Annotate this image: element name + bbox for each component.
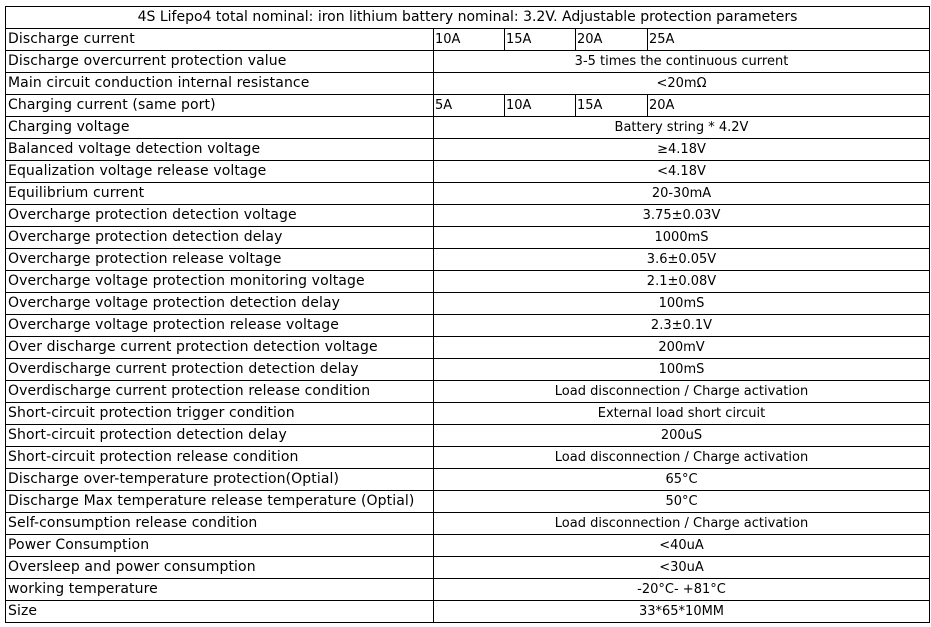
parameter-label: Equilibrium current <box>6 183 434 205</box>
parameter-value: <4.18V <box>434 161 930 183</box>
parameter-label: Oversleep and power consumption <box>6 557 434 579</box>
parameter-label: Short-circuit protection detection delay <box>6 425 434 447</box>
table-row <box>6 183 930 205</box>
table-row <box>6 227 930 249</box>
parameter-value: -20°C- +81°C <box>434 579 930 601</box>
parameter-label: Overcharge voltage protection detection delay <box>6 293 434 315</box>
parameter-value: Load disconnection / Charge activation <box>434 447 930 469</box>
table-row <box>6 95 930 117</box>
option-cell: 25A <box>648 29 930 51</box>
table-row <box>6 315 930 337</box>
parameter-value: <20mΩ <box>434 73 930 95</box>
table-row <box>6 73 930 95</box>
table-row <box>6 557 930 579</box>
parameter-label: Overcharge protection detection delay <box>6 227 434 249</box>
parameter-value: 65°C <box>434 469 930 491</box>
parameter-label: Overdischarge current protection detection delay <box>6 359 434 381</box>
parameter-label: Discharge current <box>6 29 434 51</box>
parameter-label: Overdischarge current protection release condition <box>6 381 434 403</box>
parameter-label: Equalization voltage release voltage <box>6 161 434 183</box>
table-row <box>6 139 930 161</box>
parameter-label: Discharge over-temperature protection(Optial) <box>6 469 434 491</box>
parameter-value: 3.6±0.05V <box>434 249 930 271</box>
table-row <box>6 29 930 51</box>
parameter-label: Balanced voltage detection voltage <box>6 139 434 161</box>
option-cell: 20A <box>576 29 648 51</box>
table-row <box>6 359 930 381</box>
parameter-value: 20-30mA <box>434 183 930 205</box>
option-cell: 15A <box>576 95 648 117</box>
parameter-label: working temperature <box>6 579 434 601</box>
table-row <box>6 491 930 513</box>
parameter-value: 200mV <box>434 337 930 359</box>
table-row <box>6 535 930 557</box>
table-row <box>6 293 930 315</box>
table-row <box>6 425 930 447</box>
table-row <box>6 601 930 623</box>
table-row <box>6 117 930 139</box>
spec-table <box>5 6 930 623</box>
table-row <box>6 249 930 271</box>
table-row <box>6 469 930 491</box>
table-row <box>6 337 930 359</box>
parameter-label: Discharge overcurrent protection value <box>6 51 434 73</box>
parameter-label: Short-circuit protection trigger condition <box>6 403 434 425</box>
parameter-label: Charging voltage <box>6 117 434 139</box>
table-row <box>6 381 930 403</box>
option-cell: 15A <box>505 29 576 51</box>
parameter-value: 3-5 times the continuous current <box>434 51 930 73</box>
table-title: 4S Lifepo4 total nominal: iron lithium battery nominal: 3.2V. Adjustable protection parameters <box>6 7 930 29</box>
parameter-value: Load disconnection / Charge activation <box>434 381 930 403</box>
parameter-label: Overcharge protection detection voltage <box>6 205 434 227</box>
parameter-value: 50°C <box>434 491 930 513</box>
parameter-value: 1000mS <box>434 227 930 249</box>
parameter-label: Power Consumption <box>6 535 434 557</box>
parameter-label: Charging current (same port) <box>6 95 434 117</box>
parameter-label: Main circuit conduction internal resistance <box>6 73 434 95</box>
table-row <box>6 513 930 535</box>
parameter-value: 200uS <box>434 425 930 447</box>
parameter-value: ≥4.18V <box>434 139 930 161</box>
parameter-value: 33*65*10MM <box>434 601 930 623</box>
option-cell: 20A <box>648 95 930 117</box>
parameter-value: <30uA <box>434 557 930 579</box>
spec-sheet <box>5 6 929 623</box>
table-row <box>6 579 930 601</box>
parameter-label: Overcharge voltage protection monitoring voltage <box>6 271 434 293</box>
parameter-label: Short-circuit protection release condition <box>6 447 434 469</box>
parameter-value: 100mS <box>434 293 930 315</box>
title-row <box>6 7 930 29</box>
parameter-value: 2.3±0.1V <box>434 315 930 337</box>
table-row <box>6 161 930 183</box>
parameter-value: 3.75±0.03V <box>434 205 930 227</box>
parameter-label: Over discharge current protection detection voltage <box>6 337 434 359</box>
parameter-label: Size <box>6 601 434 623</box>
table-row <box>6 51 930 73</box>
option-cell: 5A <box>434 95 505 117</box>
table-row <box>6 447 930 469</box>
parameter-value: <40uA <box>434 535 930 557</box>
parameter-value: Load disconnection / Charge activation <box>434 513 930 535</box>
table-row <box>6 271 930 293</box>
parameter-value: 100mS <box>434 359 930 381</box>
parameter-value: External load short circuit <box>434 403 930 425</box>
table-row <box>6 403 930 425</box>
parameter-label: Discharge Max temperature release temperature (Optial) <box>6 491 434 513</box>
parameter-value: Battery string * 4.2V <box>434 117 930 139</box>
table-row <box>6 205 930 227</box>
parameter-label: Self-consumption release condition <box>6 513 434 535</box>
parameter-value: 2.1±0.08V <box>434 271 930 293</box>
parameter-label: Overcharge protection release voltage <box>6 249 434 271</box>
parameter-label: Overcharge voltage protection release voltage <box>6 315 434 337</box>
option-cell: 10A <box>434 29 505 51</box>
option-cell: 10A <box>505 95 576 117</box>
